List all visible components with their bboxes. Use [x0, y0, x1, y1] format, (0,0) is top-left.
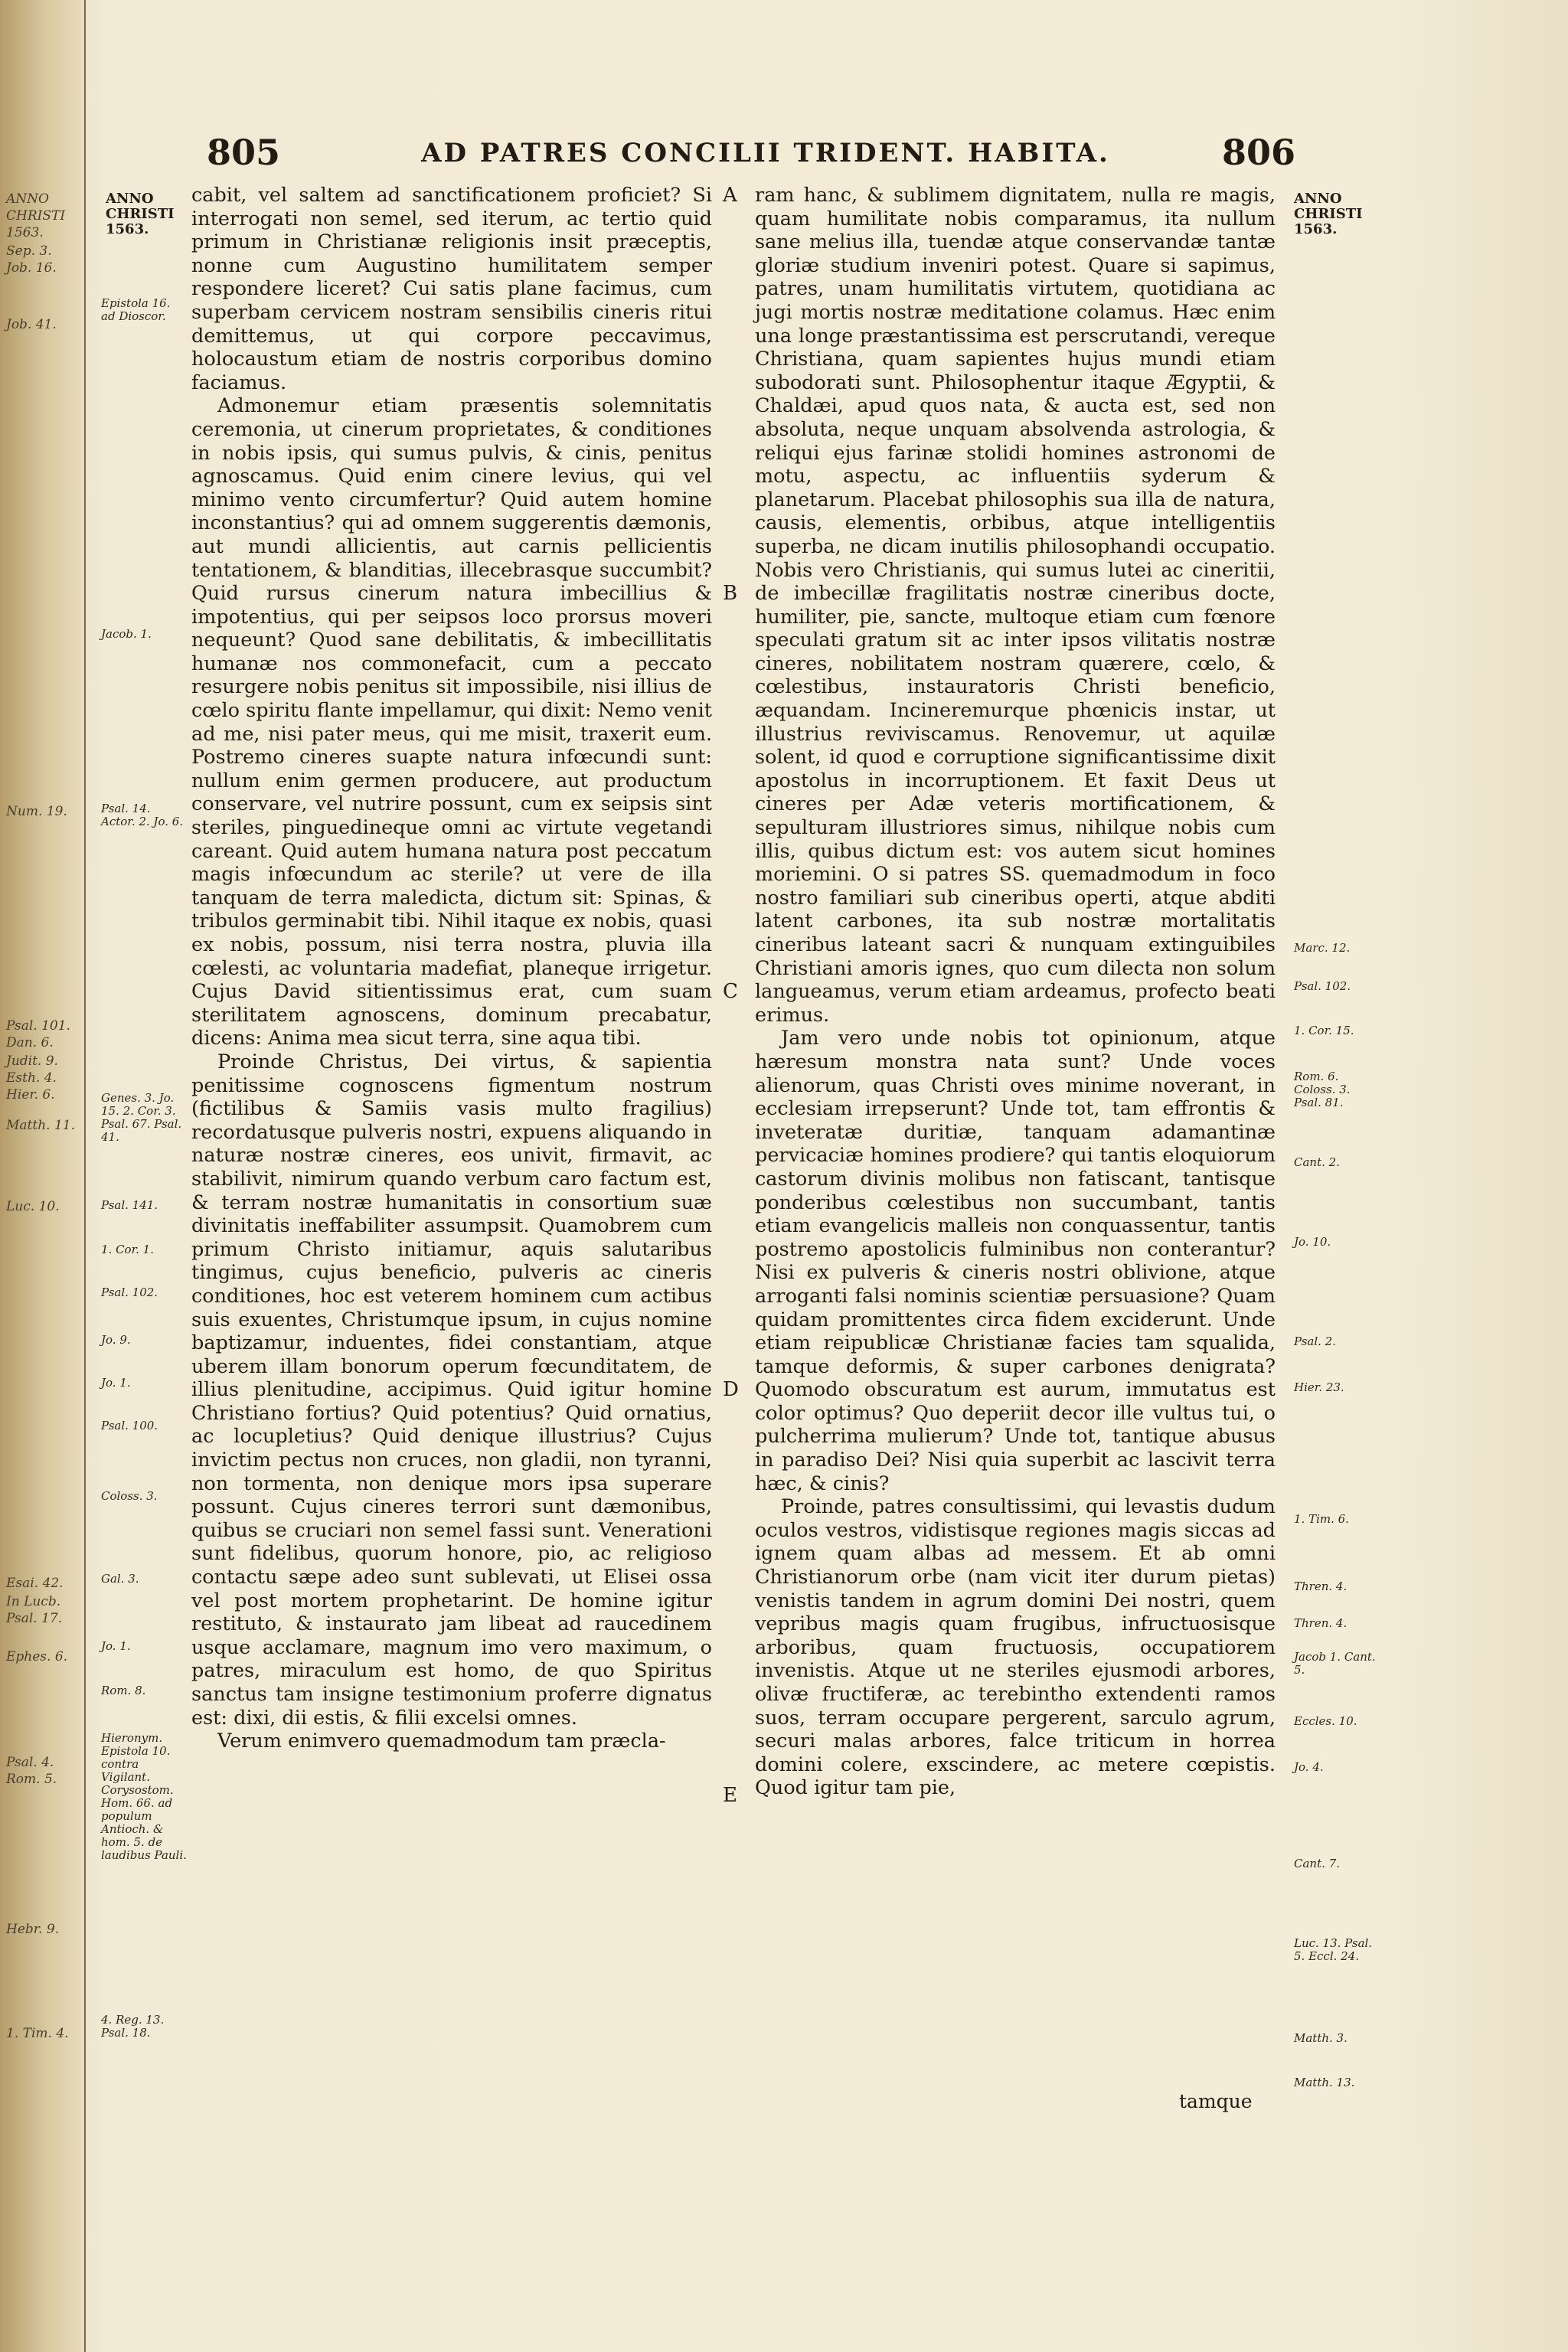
margin-fragment: 1563. — [6, 225, 44, 240]
paragraph: Proinde Christus, Dei virtus, & sapientia penitissime cognoscens figmentum nostrum (fictilibus & Samiis vasis multo fragilius) recordatusque pulveris nostri, expuens aliquando in naturæ nostræ cineres, eos univit, firmavit, ac stabilivit, nimirum quando verbum caro factum est, & terram nostræ humanitatis in consortium suæ divinitatis ineffabiliter assumpsit. Quamobrem cum primum Christo initiamur, aquis salutaribus tingimus, cujus beneficio, pulveris ac cineris conditiones, hoc est veterem hominem cum actibus suis exuentes, Christumque ipsum, in cujus nomine baptizamur, induentes, fidei constantiam, atque uberem illam bonorum operum fœcunditatem, de illius plenitudine, accipimus. Quid igitur homine Christiano fortius? Quid potentius? Quid ornatius, ac locupletius? Quid denique illustrius? Cujus invictim pectus non cruces, non gladii, non tyranni, non tormenta, non denique mors ipsa superare possunt. Cujus cineres terrori sunt dæmonibus, quibus se cruciari non semel fassi sunt. Venerationi sunt fidelibus, quorum honore, pio, ac religioso contactu sæpe adeo sunt sublevati, ut Elisei ossa vel post mortem prophetarint. De homine igitur restituto, & instaurato jam libeat ad raucedinem usque acclamare, magnum imo vero maximum, o patres, miraculum est homo, de quo Spiritus sanctus tam insigne testimonium proferre dignatus est: dixi, dii estis, & filii excelsi omnes. — [191, 1050, 712, 1730]
anno-word: ANNO — [1294, 191, 1342, 207]
margin-fragment: Dan. 6. — [6, 1035, 54, 1050]
margin-fragment: Hier. 6. — [6, 1087, 55, 1102]
margin-note: Jacob. 1. — [101, 627, 152, 641]
margin-note: 1. Cor. 1. — [101, 1243, 154, 1256]
margin-note: Hier. 23. — [1294, 1380, 1344, 1394]
margin-note: Matth. 13. — [1294, 2076, 1355, 2089]
margin-note: Luc. 13. Psal. 5. Eccl. 24. — [1294, 1936, 1373, 1963]
margin-fragment: Num. 19. — [6, 804, 67, 819]
margin-note: Cant. 2. — [1294, 1155, 1340, 1169]
margin-note: Psal. 102. — [1294, 979, 1351, 993]
margin-note: Psal. 2. — [1294, 1334, 1336, 1348]
margin-note: Coloss. 3. — [101, 1489, 158, 1503]
margin-note: Jo. 1. — [101, 1376, 131, 1390]
margin-fragment: Job. 41. — [6, 317, 57, 332]
margin-note: Eccles. 10. — [1294, 1714, 1357, 1728]
margin-fragment: Psal. 17. — [6, 1611, 63, 1626]
margin-fragment: Esai. 42. — [6, 1576, 64, 1591]
section-letter: B — [723, 582, 738, 605]
margin-note: Thren. 4. — [1294, 1579, 1348, 1593]
margin-note: 4. Reg. 13. Psal. 18. — [101, 2013, 165, 2040]
paragraph: Admonemur etiam præsentis solemnitatis ceremonia, ut cinerum proprietates, & conditiones in nobis ipsis, qui sumus pulvis, & cinis, penitus agnoscamus. Quid enim cinere levius, qui vel minimo vento circumfertur? Quid autem homine inconstantius? qui ad omnem suggerentis dæmonis, aut mundi allicientis, aut carnis pellicientis tentationem, & blanditias, illecebrasque succumbit? Quid rursus cinerum natura imbecillius & impotentius, qui per seipsos loco prorsus moveri nequeunt? Quod sane debilitatis, & imbecillitatis humanæ nos commonefacit, cum a peccato resurgere nobis penitus sit impossibile, nisi illius de cœlo spiritu flante impellamur, qui dixit: Nemo venit ad me, nisi pater meus, qui me misit, traxerit eum. Postremo cineres suapte natura infœcundi sunt: nullum enim germen producere, aut productum conservare, vel nutrire possunt, cum ex seipsis sint steriles, pinguedineque omni ac virtute vegetandi careant. Quid autem humana natura post peccatum magis infœcundum ac sterile? ut vere de illa tanquam de terra maledicta, dictum sit: Spinas, & tribulos germinabit tibi. Nihil itaque ex nobis, quasi ex nobis, possum, nisi terra nostra, pluvia illa cœlesti, ac voluntaria madefiat, planeque irrigetur. Cujus David sitientissimus erat, cum suam sterilitatem agnoscens, dominum precabatur, dicens: Anima mea sicut terra, sine aqua tibi. — [191, 394, 712, 1050]
margin-note: Rom. 8. — [101, 1684, 146, 1697]
margin-fragment: Matth. 11. — [6, 1118, 75, 1133]
christi-word: CHRISTI — [1294, 206, 1363, 222]
margin-note: Rom. 6. Coloss. 3. Psal. 81. — [1294, 1070, 1351, 1109]
page-number-right: 806 — [1222, 132, 1296, 173]
margin-note: Jo. 9. — [101, 1333, 131, 1347]
margin-fragment: 1. Tim. 4. — [6, 2026, 69, 2041]
anno-right — [1294, 191, 1363, 237]
previous-page-edge — [0, 0, 86, 2352]
margin-note: Hieronym. Epistola 10. contra Vigilant. Corysostom. Hom. 66. ad populum Antioch. & hom. 5. de laudibus Pauli. — [101, 1731, 187, 1862]
margin-note: Psal. 141. — [101, 1198, 158, 1212]
margin-note: Marc. 12. — [1294, 941, 1351, 955]
margin-note: Psal. 102. — [101, 1285, 158, 1299]
margin-fragment: CHRISTI — [6, 208, 66, 224]
text-column-left — [191, 184, 712, 1753]
margin-note: Thren. 4. — [1294, 1616, 1348, 1630]
paragraph: ram hanc, & sublimem dignitatem, nulla re magis, quam humilitate nobis comparamus, ita nullum sane melius illa, tuendæ atque conservandæ tantæ gloriæ studium inveniri potest. Quare si sapimus, patres, unam humilitatis virtutem, quotidiana ac jugi mortis nostræ meditatione colamus. Hæc enim una longe præstantissima est perscrutandi, vereque Christiana, quam sapientes hujus mundi etiam subodorati sunt. Philosophentur itaque Ægyptii, & Chaldæi, apud quos nata, & aucta est, sed non absoluta, neque unquam absolvenda astrologia, & reliqui ejus farinæ stolidi homines astronomi de motu, aspectu, ac influentiis syderum & planetarum. Placebat philosophis sua illa de natura, causis, elementis, orbibus, atque intelligentiis superba, ne dicam inutilis philosophandi occupatio. Nobis vero Christianis, qui sumus lutei ac cineritii, de imbecillæ fragilitatis nostræ cineribus docte, humiliter, pie, sancte, multoque etiam cum fœnore speculati gratum sit ac inter ipsos vilitatis nostræ cineres, nobilitatem nostram quærere, cœlo, & cœlestibus, instauratoris Christi beneficio, æquandam. Incineremurque phœnicis instar, ut illustrius reviviscamus. Renovemur, ut aquilæ solent, id quod e corruptione significantissime dixit apostolus in incorruptionem. Et faxit Deus ut cineres per Adæ veteris mortificationem, & sepulturam illustriores simus, nihilque nobis cum illis, quibus dictum est: vos autem sicut homines moriemini. O si patres SS. quemadmodum in foco nostro familiari sub cineribus operti, atque abditi latent carbones, ita sub nostræ mortalitatis cineribus lateant sacri & nunquam extinguibiles Christiani amoris ignes, quo cum dilecta non solum langueamus, verum etiam ardeamus, profecto beati erimus. — [755, 184, 1276, 1027]
margin-fragment: Psal. 4. — [6, 1755, 54, 1770]
paragraph: cabit, vel saltem ad sanctificationem proficiet? Si interrogati non semel, sed iterum, ac tertio quid primum in Christianæ religionis insit præceptis, nonne cum Augustino humilitatem semper respondere liceret? Cui satis plane facimus, cum superbam cervicem nostram sensibilis cineris ritui demittemus, ut qui corpore peccavimus, holocaustum etiam de nostris corporibus domino faciamus. — [191, 184, 712, 394]
anno-word: ANNO — [106, 191, 154, 207]
margin-fragment: In Lucb. — [6, 1594, 61, 1609]
paragraph: Proinde, patres consultissimi, qui levastis dudum oculos vestros, vidistisque regiones magis siccas ad ignem quam albas ad messem. Et ab omni Christianorum orbe (nam vicit iter durum pietas) venistis tandem in agrum domini Dei nostri, quem vepribus magis quam frugibus, infructuosisque arboribus, quam fructuosis, occupatiorem invenistis. Atque ut ne steriles ejusmodi arbores, olivæ fructiferæ, ac terebintho extendenti ramos suos, terram occupare pergerent, sarculo agrum, securi malas arbores, falce triticum in horrea domini colere, exscindere, ac metere cœpistis. Quod igitur tam pie, — [755, 1495, 1276, 1800]
margin-fragment: Sep. 3. — [6, 243, 52, 259]
section-letter: E — [723, 1784, 737, 1807]
margin-fragment: Judit. 9. — [6, 1054, 58, 1069]
year-label: 1563. — [106, 221, 149, 237]
text-column-right — [755, 184, 1276, 1800]
page-number-left: 805 — [207, 132, 281, 173]
margin-fragment: Luc. 10. — [6, 1199, 60, 1214]
margin-note: Cant. 7. — [1294, 1857, 1340, 1870]
section-letter: A — [723, 184, 737, 207]
margin-note: Gal. 3. — [101, 1572, 139, 1586]
margin-fragment: Esth. 4. — [6, 1070, 57, 1086]
margin-fragment: Ephes. 6. — [6, 1649, 68, 1664]
margin-note: Psal. 14. Actor. 2. Jo. 6. — [101, 802, 184, 828]
margin-fragment: Hebr. 9. — [6, 1922, 60, 1937]
margin-note: Jo. 4. — [1294, 1760, 1324, 1774]
section-letter: D — [723, 1378, 739, 1401]
margin-note: Genes. 3. Jo. 15. 2. Cor. 3. Psal. 67. Psal. 41. — [101, 1091, 182, 1144]
margin-note: 1. Cor. 15. — [1294, 1024, 1354, 1037]
margin-note: Jo. 10. — [1294, 1235, 1331, 1249]
margin-note: Epistola 16. ad Dioscor. — [101, 296, 171, 323]
margin-note: Psal. 100. — [101, 1419, 158, 1432]
christi-word: CHRISTI — [106, 206, 175, 222]
margin-note: Matth. 3. — [1294, 2031, 1348, 2045]
margin-fragment: Psal. 101. — [6, 1018, 70, 1034]
margin-fragment: ANNO — [6, 191, 49, 207]
paragraph: Verum enimvero quemadmodum tam præcla- — [217, 1730, 666, 1753]
margin-note: 1. Tim. 6. — [1294, 1512, 1349, 1526]
paragraph: Jam vero unde nobis tot opinionum, atque hæresum monstra nata sunt? Unde voces alienorum, quas Christi oves minime noverant, in ecclesiam irrepserunt? Unde tot, tam effrontis & inveteratæ duritiæ, tanquam adamantinæ pervicaciæ homines prodiere? qui tantis eloquiorum castorum divinis molibus non fatiscant, tantisque ponderibus cœlestibus non succumbant, tantis etiam evangelicis malleis non conquassentur, tantis postremo apostolicis fulminibus non conterantur? Nisi ex pulveris & cineris nostri oblivione, atque arroganti falsi nominis scientiæ persuasione? Quam quidam promittentes circa fidem exciderunt. Unde etiam reipublicæ Christianæ facies tam squalida, tamque deformis, & super carbones denigrata? Quomodo obscuratum est aurum, immutatus est color optimus? Quo deperiit decor ille vultus tui, o pulcherrima mulierum? Unde tot, tantique abusus in paradiso Dei? Nisi quia superbit ac lascivit terra hæc, & cinis? — [755, 1027, 1276, 1495]
running-head: AD PATRES CONCILII TRIDENT. HABITA. — [421, 138, 1110, 168]
section-letter: C — [723, 980, 738, 1003]
year-label: 1563. — [1294, 221, 1338, 237]
margin-note: Jo. 1. — [101, 1639, 131, 1653]
catchword: tamque — [1179, 2090, 1253, 2112]
margin-fragment: Job. 16. — [6, 260, 57, 276]
margin-note: Jacob 1. Cant. 5. — [1294, 1650, 1376, 1677]
margin-fragment: Rom. 5. — [6, 1772, 57, 1787]
anno-left — [106, 191, 175, 237]
